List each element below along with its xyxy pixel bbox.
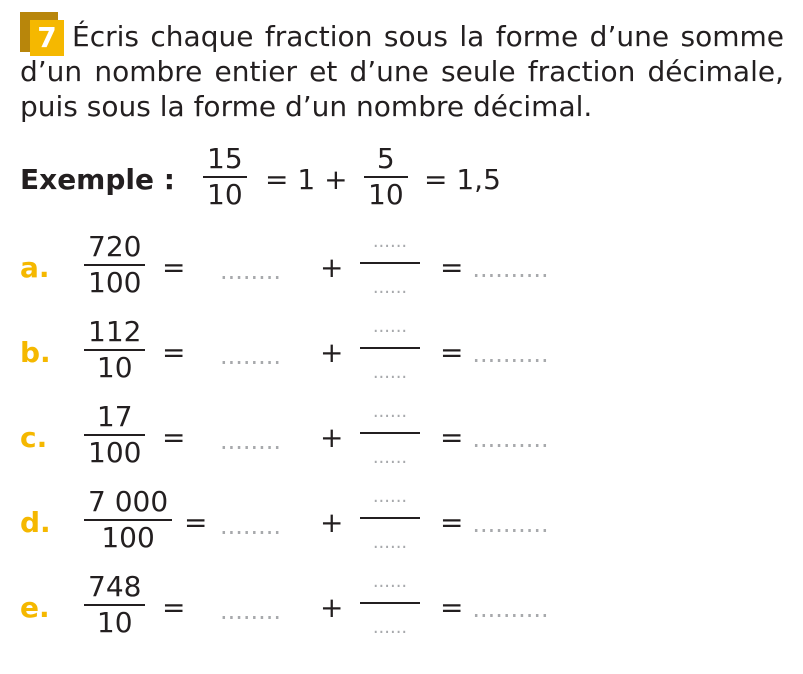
- item-denominator: 10: [96, 351, 133, 384]
- plus-sign: +: [320, 336, 344, 369]
- item-label: c.: [20, 421, 48, 454]
- integer-answer-blank[interactable]: ........: [220, 597, 282, 625]
- item-fraction: [84, 570, 145, 640]
- equals-sign: =: [162, 421, 186, 454]
- integer-answer-blank[interactable]: ........: [220, 342, 282, 370]
- equals-sign: =: [184, 506, 208, 539]
- item-label: a.: [20, 251, 50, 284]
- equals-sign: =: [440, 506, 473, 539]
- item-denominator: 10: [96, 606, 133, 639]
- item-denominator: 100: [88, 436, 142, 469]
- item-fraction: [84, 230, 145, 300]
- denominator-answer-blank[interactable]: ......: [372, 362, 408, 383]
- fraction-bar: [360, 262, 420, 264]
- integer-answer-blank[interactable]: ........: [220, 427, 282, 455]
- fraction-bar: [360, 602, 420, 604]
- plus-sign: +: [320, 506, 344, 539]
- plus-sign: +: [320, 591, 344, 624]
- item-label: e.: [20, 591, 50, 624]
- plus-sign: +: [320, 421, 344, 454]
- example-result: = 1,5: [424, 163, 501, 196]
- item-label: d.: [20, 506, 51, 539]
- example-decimal-fraction: [364, 142, 408, 212]
- integer-answer-blank[interactable]: ........: [220, 257, 282, 285]
- decimal-answer-blank[interactable]: [440, 251, 549, 286]
- numerator-answer-blank[interactable]: ......: [372, 486, 408, 507]
- item-denominator: 100: [88, 266, 142, 299]
- item-numerator: 720: [88, 230, 142, 263]
- decimal-answer-blank[interactable]: [440, 591, 549, 626]
- item-fraction: [84, 400, 145, 470]
- item-numerator: 7 000: [88, 485, 169, 518]
- plus-sign: +: [320, 251, 344, 284]
- decimal-answer-blank[interactable]: [440, 506, 549, 541]
- exercise-number: 7: [30, 20, 64, 56]
- equals-sign: =: [440, 251, 473, 284]
- integer-answer-blank[interactable]: ........: [220, 512, 282, 540]
- item-numerator: 748: [88, 570, 142, 603]
- item-numerator: 17: [96, 400, 133, 433]
- numerator-answer-blank[interactable]: ......: [372, 401, 408, 422]
- fraction-bar: [360, 347, 420, 349]
- example-equals-integer: = 1 +: [265, 163, 348, 196]
- result-dots: ..........: [472, 510, 549, 538]
- item-numerator: 112: [88, 315, 142, 348]
- fraction-bar: [360, 432, 420, 434]
- decimal-answer-blank[interactable]: [440, 336, 549, 371]
- item-fraction: [84, 485, 172, 555]
- denominator-answer-blank[interactable]: ......: [372, 447, 408, 468]
- example-fraction: [203, 142, 247, 212]
- equals-sign: =: [440, 591, 473, 624]
- denominator-answer-blank[interactable]: ......: [372, 532, 408, 553]
- result-dots: ..........: [472, 595, 549, 623]
- example-decimal-numerator: 5: [376, 142, 395, 175]
- example-fraction-numerator: 15: [207, 142, 243, 175]
- equals-sign: =: [440, 336, 473, 369]
- result-dots: ..........: [472, 340, 549, 368]
- decimal-answer-blank[interactable]: [440, 421, 549, 456]
- equals-sign: =: [440, 421, 473, 454]
- numerator-answer-blank[interactable]: ......: [372, 231, 408, 252]
- result-dots: ..........: [472, 255, 549, 283]
- item-fraction: [84, 315, 145, 385]
- item-label: b.: [20, 336, 51, 369]
- equals-sign: =: [162, 336, 186, 369]
- denominator-answer-blank[interactable]: ......: [372, 617, 408, 638]
- example-label: Exemple :: [20, 163, 175, 196]
- example-fraction-denominator: 10: [207, 178, 243, 211]
- item-denominator: 100: [101, 521, 155, 554]
- exercise-instruction: Écris chaque fraction sous la forme d’une somme d’un nombre entier et d’une seule fraction décimale, puis sous la forme d’un nombre décimal.: [20, 20, 784, 123]
- equals-sign: =: [162, 251, 186, 284]
- example-decimal-denominator: 10: [368, 178, 404, 211]
- fraction-bar: [360, 517, 420, 519]
- numerator-answer-blank[interactable]: ......: [372, 571, 408, 592]
- numerator-answer-blank[interactable]: ......: [372, 316, 408, 337]
- equals-sign: =: [162, 591, 186, 624]
- denominator-answer-blank[interactable]: ......: [372, 277, 408, 298]
- result-dots: ..........: [472, 425, 549, 453]
